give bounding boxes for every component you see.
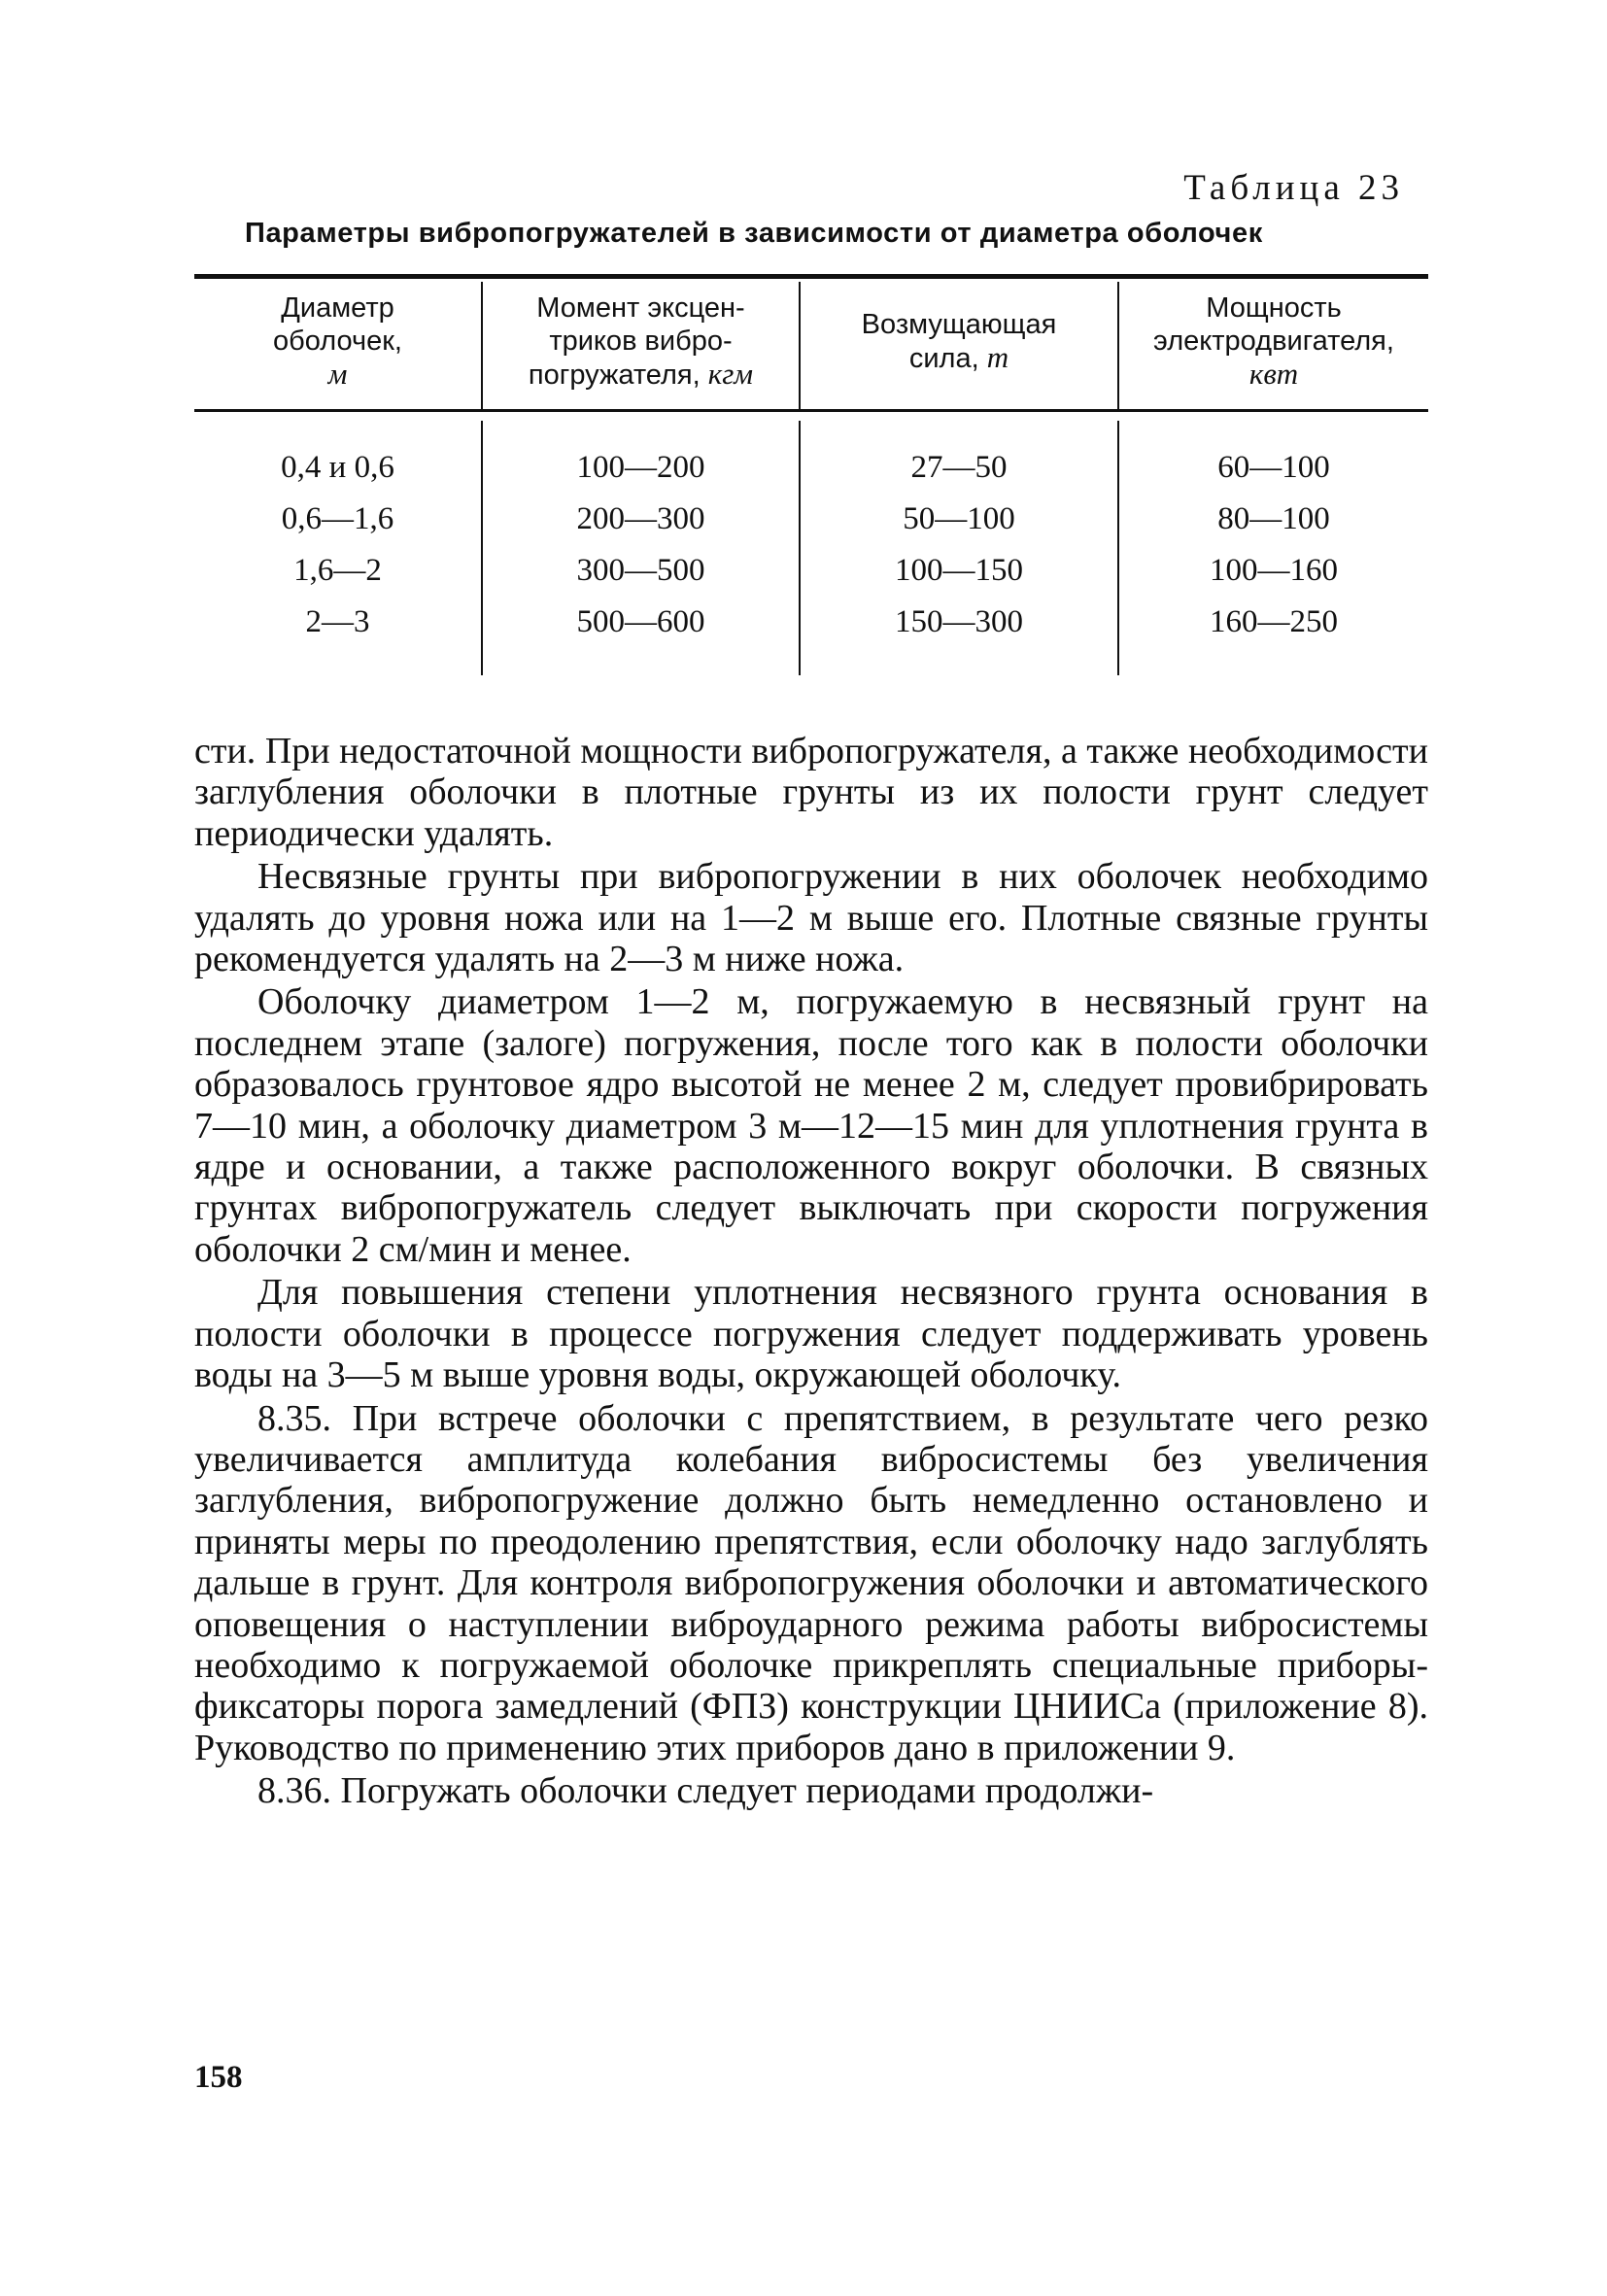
paragraph: Несвязные грунты при вибропогружении в них оболочек необходимо удалять до уровня ножа или на 1—2 м выше его. Плотные связные грунты рекомендуется удалять на 2—3 м ниже ножа.	[194, 856, 1428, 980]
paragraph: сти. При недостаточной мощности вибропогружателя, а также необходимости заглубления оболочки в плотные грунты из их полости грунт следует периодически удалять.	[194, 731, 1428, 854]
column-header-moment: Момент эксцен- триков вибро- погружателя, кгм	[528, 292, 754, 391]
table-cell: 80—100	[1217, 501, 1330, 536]
table-cell: 150—300	[895, 604, 1023, 639]
table-cell: 100—160	[1210, 553, 1338, 588]
table-cell: 100—150	[895, 553, 1023, 588]
column-moment-values	[483, 442, 799, 648]
table-cell: 160—250	[1210, 604, 1338, 639]
body-text	[194, 731, 1428, 1814]
table-cell: 0,6—1,6	[281, 501, 394, 536]
table-cell: 0,4 и 0,6	[281, 450, 394, 485]
column-header-power: Мощность электродвигателя, квт	[1153, 292, 1394, 391]
table-cell: 50—100	[903, 501, 1015, 536]
page-number: 158	[194, 2060, 243, 2095]
table-cell: 200—300	[576, 501, 705, 536]
column-force-values	[801, 442, 1117, 648]
document-page	[194, 0, 1428, 2296]
table-header-rule	[194, 409, 1428, 412]
table-cell: 27—50	[910, 450, 1008, 485]
table-cell: 100—200	[576, 450, 705, 485]
table-cell: 500—600	[576, 604, 705, 639]
column-header-diameter: Диаметр оболочек, м	[273, 292, 402, 391]
table-cell: 300—500	[576, 553, 705, 588]
table-cell: 60—100	[1217, 450, 1330, 485]
column-diameter-values	[194, 442, 481, 648]
paragraph: 8.36. Погружать оболочки следует периодами продолжи-	[257, 1770, 1154, 1812]
paragraph: Оболочку диаметром 1—2 м, погружаемую в несвязный грунт на последнем этапе (залоге) погружения, после того как в полости оболочки образовалось грунтовое ядро высотой не менее 2 м, следует провибрировать 7—10 мин, а оболочку диаметром 3 м—12—15 мин для уплотнения грунта в ядре и основании, а также расположенного вокруг оболочки. В связных грунтах вибропогружатель следует выключать при скорости погружения оболочки 2 см/мин и менее.	[194, 981, 1428, 1270]
table-top-rule	[194, 274, 1428, 279]
table-title: Параметры вибропогружателей в зависимости от диаметра оболочек	[245, 218, 1263, 249]
paragraph: Для повышения степени уплотнения несвязного грунта основания в полости оболочки в процессе погружения следует поддерживать уровень воды на 3—5 м выше уровня воды, окружающей оболочку.	[194, 1272, 1428, 1396]
column-header-force: Возмущающая сила, т	[861, 309, 1057, 374]
table-cell: 2—3	[305, 604, 370, 639]
table-cell: 1,6—2	[293, 553, 382, 588]
column-power-values	[1119, 442, 1428, 648]
paragraph: 8.35. При встрече оболочки с препятствием, в результате чего резко увеличивается амплитуда колебания вибросистемы без увеличения заглубления, вибропогружение должно быть немедленно остановлено и приняты меры по преодолению препятствия, если оболочку надо заглублять дальше в грунт. Для контроля вибропогружения оболочки и автоматического оповещения о наступлении виброударного режима работы вибросистемы необходимо к погружаемой оболочке прикреплять специальные приборы-фиксаторы порога замедлений (ФПЗ) конструкции ЦНИИСа (приложение 8). Руководство по применению этих приборов дано в приложении 9.	[194, 1397, 1428, 1768]
table-caption: Таблица 23	[1183, 168, 1404, 208]
